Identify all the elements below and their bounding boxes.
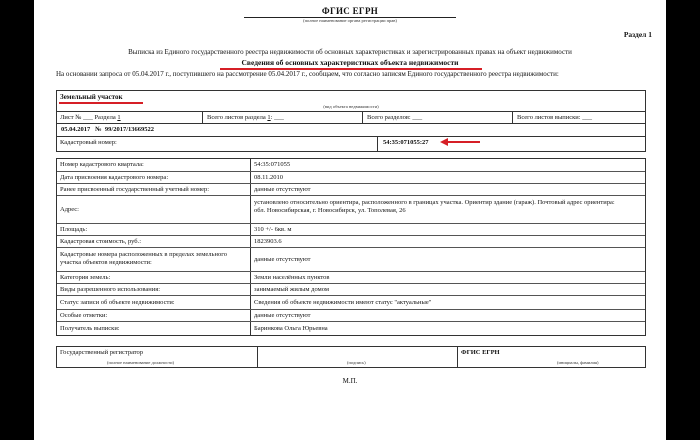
basis-text: На основании запроса от 05.04.2017 г., поступившего на рассмотрение 05.04.2017 г., сообщаем, что согласно записям Единого государственного реестра недвижимости: xyxy=(56,70,559,78)
registry-subtitle: (полное наименование органа регистрации прав) xyxy=(303,18,397,23)
registrar-caption: (полное наименование должности) xyxy=(107,360,174,365)
object-type: Земельный участок xyxy=(60,93,123,101)
total-extract-sheets: Всего листов выписки: ___ xyxy=(517,114,592,121)
section-label: Раздел 1 xyxy=(623,30,652,39)
table-row: Кадастровая стоимость, руб.: 1823903.6 xyxy=(57,235,645,248)
characteristics-table xyxy=(56,158,646,336)
signature-caption: (подпись) xyxy=(347,360,366,365)
table-row: Адрес: установлено относительно ориентира, расположенного в границах участка. Ориентир здание (гараж). Почтовый адрес ориентира: обл. Новосибирская, г. Новосибирск, ул. Тополевая, 26 xyxy=(57,195,645,224)
table-row: Дата присвоения кадастрового номера: 08.11.2010 xyxy=(57,171,645,184)
signatory-org: ФГИС ЕГРН xyxy=(461,349,500,356)
registry-title: ФГИС ЕГРН xyxy=(321,6,379,16)
stamp-place: М.П. xyxy=(342,377,358,385)
object-header-box xyxy=(56,90,646,152)
table-row: Особые отметки: данные отсутствуют xyxy=(57,309,645,322)
total-sections: Всего разделов: ___ xyxy=(367,114,423,121)
section-heading: Сведения об основных характеристиках объекта недвижимости xyxy=(241,58,459,67)
table-row: Кадастровые номера расположенных в пределах земельного участка объектов недвижимости: данные отсутствуют xyxy=(57,247,645,272)
extract-page xyxy=(34,0,666,440)
table-row: Получатель выписки: Баринкова Ольга Юрьевна xyxy=(57,321,645,336)
table-row: Виды разрешенного использования: занимаемый жилым домом xyxy=(57,283,645,296)
table-row: Категория земель: Земли населённых пунктов xyxy=(57,271,645,284)
cadastral-number: 54:35:071055:27 xyxy=(383,139,429,146)
total-sheets-section: Всего листов раздела 1: ___ xyxy=(207,114,284,121)
cadastral-number-label: Кадастровый номер: xyxy=(60,139,117,146)
table-row: Ранее присвоенный государственный учетный номер: данные отсутствуют xyxy=(57,183,645,196)
sheet-number: Лист № ___ Раздела 1 xyxy=(60,114,121,121)
registrar-title: Государственный регистратор xyxy=(60,349,144,356)
table-row: Статус записи об объекте недвижимости: Сведения об объекте недвижимости имеют статус "актуальные" xyxy=(57,295,645,310)
extract-date-number: 05.04.2017 № 99/2017/13669522 xyxy=(61,126,155,133)
table-row: Номер кадастрового квартала: 54:35:071055 xyxy=(60,161,291,168)
signature-block xyxy=(56,346,646,368)
object-type-caption: (вид объекта недвижимости) xyxy=(323,104,379,109)
initials-caption: (инициалы, фамилия) xyxy=(557,360,599,365)
red-arrow xyxy=(446,141,480,143)
extract-heading: Выписка из Единого государственного реестра недвижимости об основных характеристиках и зарегистрированных правах на объект недвижимости xyxy=(128,48,572,56)
table-row: Площадь: 310 +/- 6кв. м xyxy=(57,223,645,236)
